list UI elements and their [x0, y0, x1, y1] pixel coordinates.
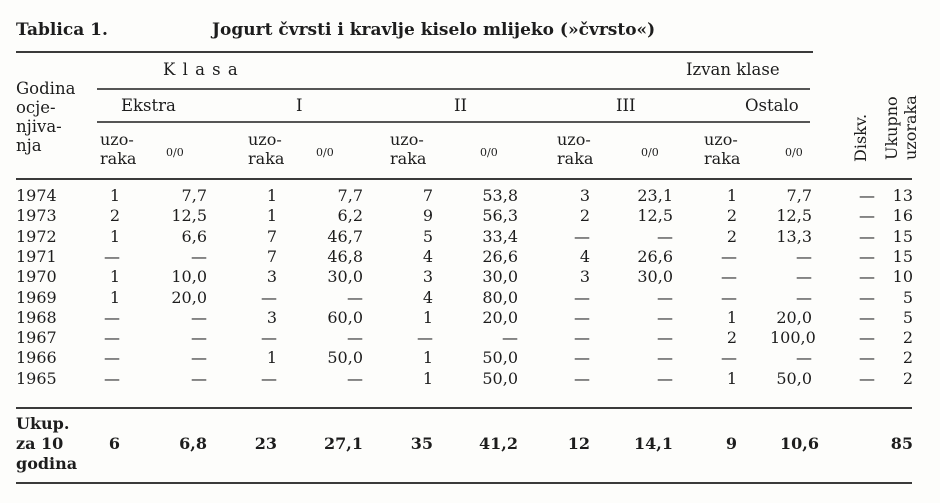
cell-ost-n: — [721, 246, 737, 266]
cell-ost-p: — [796, 287, 812, 307]
diskv-header: Diskv. [851, 113, 870, 162]
cell-total: 15 [892, 246, 913, 266]
header-line: ocje- [16, 98, 56, 117]
count-label: uzo- [248, 130, 282, 149]
cell-i-p: 46,8 [327, 246, 363, 266]
cell-iii-p: 30,0 [637, 267, 673, 287]
cell-total: 13 [892, 186, 913, 205]
izvan-klase-header: Izvan klase [686, 60, 780, 79]
cell-ost-n: 2 [726, 206, 737, 226]
cell-ost-n: — [721, 287, 737, 307]
cell-year: 1966 [16, 348, 57, 368]
totals-label [16, 414, 77, 474]
totals-rule [16, 407, 912, 409]
cell-year: 1967 [16, 328, 57, 348]
cell-i-n: 1 [266, 348, 277, 368]
cell-i-p: 7,7 [337, 186, 363, 205]
cell-ekstra-n: 2 [109, 206, 120, 226]
cell-iii-p: 12,5 [637, 206, 673, 226]
header-bottom-rule [16, 178, 912, 180]
count-label: raka [390, 149, 427, 168]
cell-i-n: — [261, 368, 277, 388]
cell-ost-p: — [796, 267, 812, 287]
cell-i-p: 46,7 [327, 226, 363, 246]
cell-ekstra-n: — [104, 368, 120, 388]
cell-ekstra-p: — [191, 328, 207, 348]
cell-ost-n: 1 [726, 368, 737, 388]
cell-iii-p: — [657, 287, 673, 307]
class-iii: III [616, 96, 636, 115]
cell-diskv: — [859, 368, 875, 388]
count-header-i [248, 130, 284, 168]
count-label: uzo- [390, 130, 424, 149]
totals-label-line: Ukup. [16, 414, 70, 433]
cell-i-p: 6,2 [337, 206, 363, 226]
total-i-count: 23 [254, 434, 277, 453]
cell-diskv: — [859, 328, 875, 348]
cell-ost-p: 13,3 [776, 226, 812, 246]
klasa-rule [97, 88, 810, 90]
cell-ost-n: 1 [726, 186, 737, 205]
total-ekstra-pct: 6,8 [179, 434, 207, 453]
class-ostalo: Ostalo [745, 96, 799, 115]
pct-header-ekstra: 0/0 [166, 146, 184, 159]
cell-iii-n: — [574, 307, 590, 327]
cell-i-p: 60,0 [327, 307, 363, 327]
cell-ii-p: — [502, 328, 518, 348]
cell-year: 1973 [16, 206, 57, 226]
total-ostalo-pct: 10,6 [780, 434, 819, 453]
cell-ost-n: 1 [726, 307, 737, 327]
header-line: uzoraka [901, 95, 920, 160]
cell-ii-n: 1 [422, 368, 433, 388]
cell-total: 2 [902, 348, 913, 368]
cell-ii-p: 33,4 [482, 226, 518, 246]
cell-diskv: — [859, 348, 875, 368]
count-label: raka [100, 149, 137, 168]
pct-header-iii: 0/0 [641, 146, 659, 159]
cell-iii-p: — [657, 307, 673, 327]
cell-year: 1972 [16, 226, 57, 246]
pct-header-ostalo: 0/0 [785, 146, 803, 159]
pct-header-ii: 0/0 [480, 146, 498, 159]
header-line: Ukupno [882, 96, 901, 160]
table-label: Tablica 1. [16, 20, 108, 40]
totals-label-line: godina [16, 454, 78, 473]
cell-i-p: — [347, 287, 363, 307]
cell-iii-n: 3 [579, 186, 590, 205]
cell-ekstra-p: 20,0 [171, 287, 207, 307]
bottom-rule [16, 482, 912, 484]
cell-ost-p: 12,5 [776, 206, 812, 226]
table-title: Jogurt čvrsti i kravlje kiselo mlijeko (»čvrsto«) [212, 20, 656, 40]
cell-ekstra-n: — [104, 328, 120, 348]
cell-ii-p: 26,6 [482, 246, 518, 266]
cell-year: 1968 [16, 307, 57, 327]
cell-i-n: 1 [266, 186, 277, 205]
cell-ekstra-p: — [191, 368, 207, 388]
cell-ii-p: 50,0 [482, 348, 518, 368]
cell-iii-p: — [657, 328, 673, 348]
cell-i-n: — [261, 287, 277, 307]
cell-iii-p: — [657, 368, 673, 388]
cell-ii-n: 1 [422, 307, 433, 327]
cell-i-n: 7 [266, 246, 277, 266]
cell-iii-n: — [574, 348, 590, 368]
cell-ekstra-n: 1 [109, 287, 120, 307]
pct-header-i: 0/0 [316, 146, 334, 159]
totals-label-line: za 10 [16, 434, 64, 453]
cell-ost-p: 7,7 [786, 186, 812, 205]
cell-ii-p: 50,0 [482, 368, 518, 388]
cell-ii-p: 53,8 [482, 186, 518, 205]
count-header-ekstra [100, 130, 136, 168]
cell-ii-n: 4 [422, 246, 433, 266]
top-rule [16, 51, 813, 53]
cell-i-n: — [261, 328, 277, 348]
count-header-iii [557, 130, 593, 168]
cell-ii-p: 30,0 [482, 267, 518, 287]
total-ii-count: 35 [410, 434, 433, 453]
cell-year: 1974 [16, 186, 57, 205]
total-ostalo-count: 9 [725, 434, 737, 453]
cell-ost-p: 20,0 [776, 307, 812, 327]
total-ekstra-count: 6 [108, 434, 120, 453]
class-ekstra: Ekstra [121, 96, 176, 115]
cell-ost-p: — [796, 246, 812, 266]
cell-ii-p: 56,3 [482, 206, 518, 226]
cell-ost-n: — [721, 348, 737, 368]
cell-year: 1971 [16, 246, 57, 266]
count-header-ii [390, 130, 426, 168]
cell-total: 10 [892, 267, 913, 287]
cell-ekstra-p: — [191, 348, 207, 368]
cell-diskv: — [859, 246, 875, 266]
cell-ekstra-p: — [191, 307, 207, 327]
cell-iii-n: — [574, 368, 590, 388]
cell-ekstra-p: 7,7 [181, 186, 207, 205]
cell-ekstra-n: 1 [109, 267, 120, 287]
class-i: I [296, 96, 303, 115]
cell-iii-p: — [657, 226, 673, 246]
count-label: raka [557, 149, 594, 168]
cell-ekstra-n: 1 [109, 186, 120, 205]
cell-ii-p: 80,0 [482, 287, 518, 307]
total-iii-count: 12 [567, 434, 590, 453]
header-line: nja [16, 136, 42, 155]
cell-ost-p: 100,0 [770, 328, 816, 348]
cell-ost-n: — [721, 267, 737, 287]
cell-i-n: 3 [266, 267, 277, 287]
cell-iii-n: — [574, 328, 590, 348]
cell-year: 1965 [16, 368, 57, 388]
cell-ii-n: 9 [422, 206, 433, 226]
klasa-header: K l a s a [163, 60, 239, 79]
cell-ii-n: 7 [422, 186, 433, 205]
cell-total: 2 [902, 328, 913, 348]
cell-ekstra-n: 1 [109, 226, 120, 246]
cell-ost-p: — [796, 348, 812, 368]
cell-ii-n: 5 [422, 226, 433, 246]
cell-iii-n: — [574, 226, 590, 246]
cell-ii-n: 1 [422, 348, 433, 368]
count-header-ostalo [704, 130, 740, 168]
cell-i-p: 30,0 [327, 267, 363, 287]
cell-diskv: — [859, 267, 875, 287]
cell-year: 1969 [16, 287, 57, 307]
count-label: raka [704, 149, 741, 168]
cell-ekstra-n: — [104, 348, 120, 368]
cell-i-n: 7 [266, 226, 277, 246]
count-label: raka [248, 149, 285, 168]
cell-iii-n: 2 [579, 206, 590, 226]
header-line: Godina [16, 79, 76, 98]
cell-i-p: — [347, 368, 363, 388]
cell-total: 5 [902, 287, 913, 307]
cell-total: 15 [892, 226, 913, 246]
total-iii-pct: 14,1 [634, 434, 673, 453]
total-samples: 85 [890, 434, 913, 453]
cell-ekstra-p: 10,0 [171, 267, 207, 287]
cell-year: 1970 [16, 267, 57, 287]
cell-i-p: — [347, 328, 363, 348]
cell-iii-n: 4 [579, 246, 590, 266]
header-line: njiva- [16, 117, 62, 136]
count-label: uzo- [100, 130, 134, 149]
cell-ii-n: 3 [422, 267, 433, 287]
cell-diskv: — [859, 287, 875, 307]
class-ii: II [454, 96, 468, 115]
cell-iii-n: 3 [579, 267, 590, 287]
cell-i-p: 50,0 [327, 348, 363, 368]
cell-diskv: — [859, 186, 875, 205]
cell-ii-p: 20,0 [482, 307, 518, 327]
cell-ost-n: 2 [726, 328, 737, 348]
cell-i-n: 1 [266, 206, 277, 226]
cell-ost-p: 50,0 [776, 368, 812, 388]
cell-ost-n: 2 [726, 226, 737, 246]
count-label: uzo- [704, 130, 738, 149]
cell-ekstra-p: 12,5 [171, 206, 207, 226]
cell-ekstra-p: — [191, 246, 207, 266]
cell-iii-p: 26,6 [637, 246, 673, 266]
year-column-header [16, 79, 75, 155]
cell-iii-p: 23,1 [637, 186, 673, 205]
ukupno-header [882, 95, 920, 160]
cell-total: 16 [892, 206, 913, 226]
cell-i-n: 3 [266, 307, 277, 327]
cell-ii-n: 4 [422, 287, 433, 307]
cell-iii-n: — [574, 287, 590, 307]
cell-diskv: — [859, 226, 875, 246]
cell-ekstra-p: 6,6 [181, 226, 207, 246]
count-label: uzo- [557, 130, 591, 149]
cell-total: 2 [902, 368, 913, 388]
total-ii-pct: 41,2 [479, 434, 518, 453]
cell-ii-n: — [417, 328, 433, 348]
total-i-pct: 27,1 [324, 434, 363, 453]
class-rule [97, 121, 810, 123]
cell-diskv: — [859, 206, 875, 226]
cell-total: 5 [902, 307, 913, 327]
cell-ekstra-n: — [104, 246, 120, 266]
cell-diskv: — [859, 307, 875, 327]
cell-iii-p: — [657, 348, 673, 368]
cell-ekstra-n: — [104, 307, 120, 327]
